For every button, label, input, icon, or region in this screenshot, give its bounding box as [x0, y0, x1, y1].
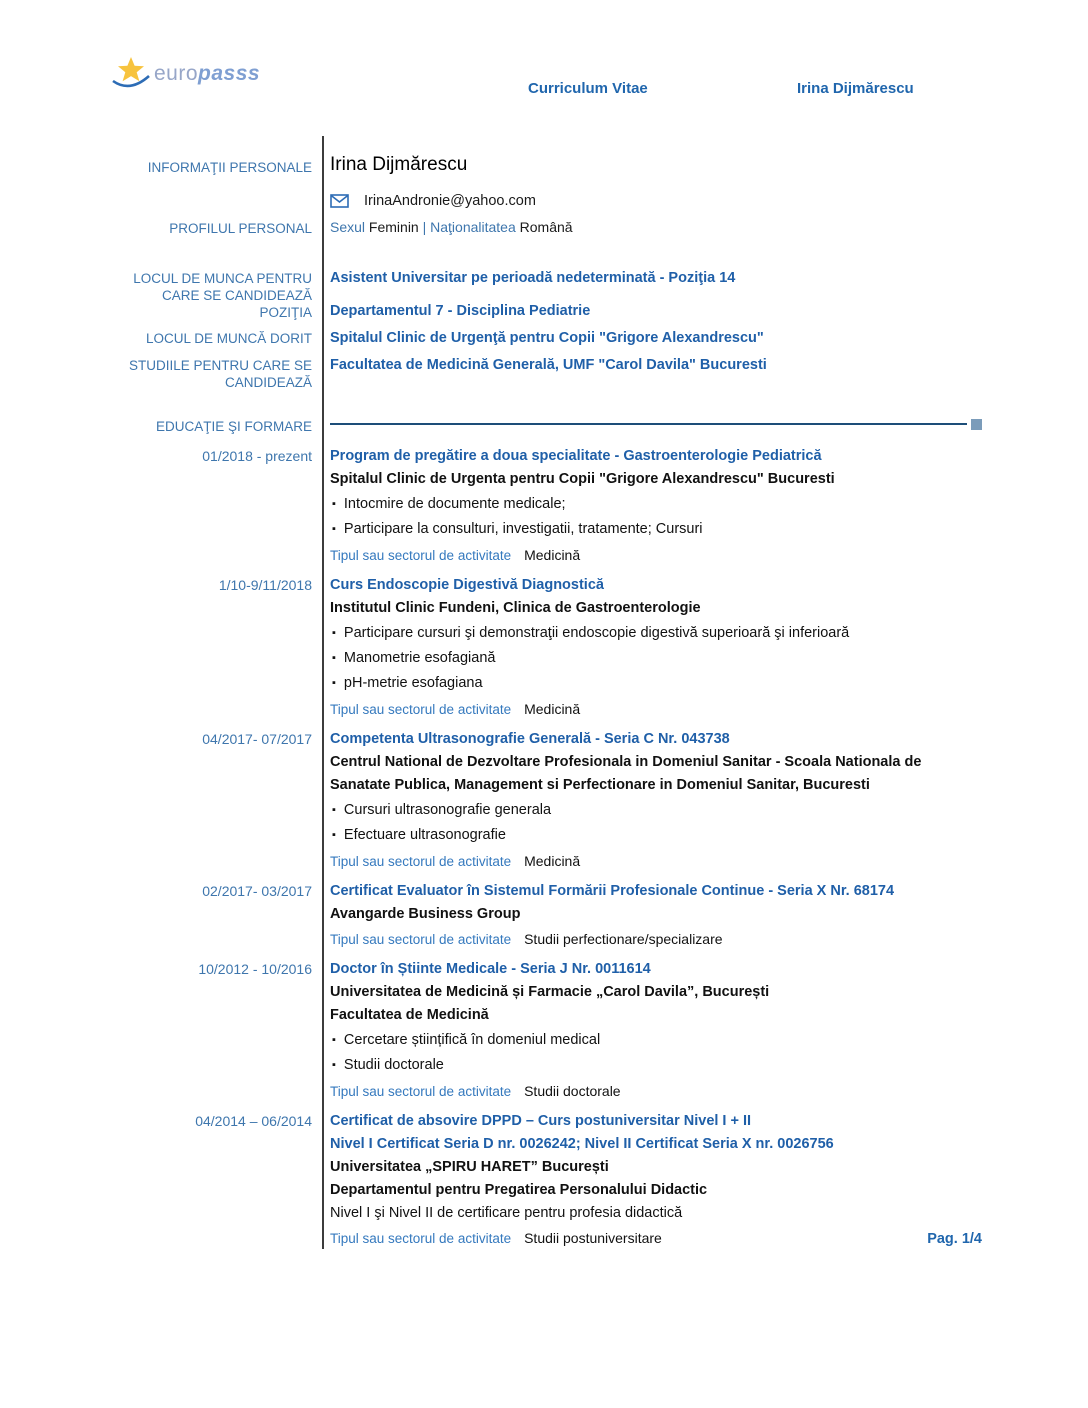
- section-label-studies: STUDIILE PENTRU CARE SE CANDIDEAZĂ: [128, 358, 312, 390]
- entry-title: Certificat de absovire DPPD – Curs postuniversitar Nivel I + II: [330, 1113, 752, 1129]
- personal-info-row: [110, 152, 982, 178]
- studies-row: [110, 354, 982, 391]
- entry-content: [322, 574, 982, 721]
- entry-organization: Institutul Clinic Fundeni, Clinica de Gastroenterologie: [330, 600, 701, 616]
- education-entry: [110, 445, 982, 567]
- education-entry: [110, 880, 982, 951]
- application-block: [110, 267, 982, 391]
- education-section-header: [110, 415, 982, 435]
- entry-date: 04/2017- 07/2017: [202, 731, 312, 747]
- person-name: Irina Dijmărescu: [330, 154, 468, 175]
- entry-bullet-list: [332, 621, 982, 696]
- education-entries: [110, 445, 982, 1251]
- sex-label: Sexul: [330, 219, 366, 235]
- document-title: Curriculum Vitae: [528, 80, 648, 97]
- entry-title: Program de pregătire a doua specialitate - Gastroenterologie Pediatrică: [330, 448, 822, 464]
- activity-sector-label: Tipul sau sectorul de activitate: [330, 548, 512, 563]
- education-entry: [110, 728, 982, 873]
- entry-bullet-list: [332, 798, 982, 848]
- entry-organization: Universitatea „SPIRU HARET” București: [330, 1159, 609, 1175]
- activity-sector-value: Medicină: [524, 547, 581, 563]
- entry-title: Curs Endoscopie Digestivă Diagnostică: [330, 577, 604, 593]
- activity-sector-value: Studii perfectionare/specializare: [524, 931, 723, 947]
- section-label-workplace: LOCUL DE MUNCĂ DORIT: [145, 331, 312, 346]
- entry-activity-row: [330, 1080, 982, 1103]
- entry-content: [322, 445, 982, 567]
- entry-title: Certificat Evaluator în Sistemul Formării Profesionale Continue - Seria X Nr. 68174: [330, 883, 895, 899]
- entry-content: [322, 1110, 982, 1251]
- entry-date: 1/10-9/11/2018: [218, 577, 312, 593]
- entry-bullet-list: [332, 1028, 982, 1078]
- position-line: Departamentul 7 - Disciplina Pediatrie: [330, 303, 591, 319]
- position-row: [110, 267, 982, 323]
- entry-activity-row: [330, 928, 982, 951]
- entry-content: [322, 958, 982, 1103]
- entry-date: 10/2012 - 10/2016: [198, 961, 312, 977]
- entry-organization: Facultatea de Medicină: [330, 1007, 489, 1023]
- sex-value: Feminin: [368, 219, 419, 235]
- activity-sector-label: Tipul sau sectorul de activitate: [330, 932, 512, 947]
- separator: |: [422, 219, 427, 235]
- education-section-rule: [322, 415, 982, 433]
- entry-activity-row: [330, 850, 982, 873]
- entry-activity-row: [330, 698, 982, 721]
- entry-date: 04/2014 – 06/2014: [195, 1113, 312, 1129]
- section-label-position: LOCUL DE MUNCA PENTRU CARE SE CANDIDEAZĂ POZIŢIA: [133, 271, 312, 320]
- entry-bullet: ▪ Studii doctorale: [332, 1053, 982, 1078]
- horizontal-rule: [330, 423, 967, 425]
- entry-date: 01/2018 - prezent: [202, 448, 312, 464]
- section-label-personal-info: INFORMAŢII PERSONALE: [147, 160, 312, 175]
- nationality-value: Română: [519, 219, 573, 235]
- activity-sector-label: Tipul sau sectorul de activitate: [330, 1084, 512, 1099]
- entry-bullet: ▪ pH-metrie esofagiana: [332, 671, 982, 696]
- entry-organization: Centrul National de Dezvoltare Profesionala in Domeniul Sanitar - Scoala Nationala de Sanatate Publica, Management si Perfectionare in Domeniul Sanitar, Bucuresti: [330, 754, 922, 793]
- entry-title: Doctor în Știinte Medicale - Seria J Nr. 0011614: [330, 961, 651, 977]
- europass-star-icon: [110, 54, 152, 94]
- activity-sector-value: Medicină: [524, 701, 581, 717]
- activity-sector-value: Studii postuniversitare: [524, 1230, 662, 1246]
- logo-text-pass: passs: [198, 62, 261, 85]
- position-line: Asistent Universitar pe perioadă nedeterminată - Poziţia 14: [330, 270, 736, 286]
- page-number: Pag. 1/4: [927, 1231, 982, 1247]
- profile-row: [110, 217, 982, 237]
- entry-date: 02/2017- 03/2017: [202, 883, 312, 899]
- nationality-label: Naţionalitatea: [430, 219, 516, 235]
- workplace-row: [110, 327, 982, 350]
- entry-organization: Departamentul pentru Pregatirea Personalului Didactic: [330, 1182, 708, 1198]
- studies-value: Facultatea de Medicină Generală, UMF "Carol Davila" Bucuresti: [330, 357, 767, 373]
- europass-logo: [110, 54, 260, 94]
- activity-sector-value: Medicină: [524, 853, 581, 869]
- document-author: Irina Dijmărescu: [797, 80, 914, 97]
- entry-bullet-list: [332, 492, 982, 542]
- activity-sector-label: Tipul sau sectorul de activitate: [330, 702, 512, 717]
- entry-title: Competenta Ultrasonografie Generală - Seria C Nr. 043738: [330, 731, 730, 747]
- email-address: IrinaAndronie@yahoo.com: [364, 193, 536, 209]
- activity-sector-label: Tipul sau sectorul de activitate: [330, 854, 512, 869]
- entry-detail: Nivel I şi Nivel II de certificare pentru profesia didactică: [330, 1205, 683, 1221]
- entry-bullet: ▪ Participare cursuri şi demonstraţii endoscopie digestivă superioară şi inferioară: [332, 621, 982, 646]
- entry-activity-row: [330, 1227, 982, 1251]
- section-label-profile: PROFILUL PERSONAL: [169, 221, 312, 236]
- education-entry: [110, 1110, 982, 1251]
- workplace-value: Spitalul Clinic de Urgenţă pentru Copii "Grigore Alexandrescu": [330, 330, 764, 346]
- entry-bullet: ▪ Intocmire de documente medicale;: [332, 492, 982, 517]
- education-entry: [110, 574, 982, 721]
- activity-sector-label: Tipul sau sectorul de activitate: [330, 1231, 512, 1246]
- entry-content: [322, 728, 982, 873]
- entry-organization: Universitatea de Medicină și Farmacie „Carol Davila”, București: [330, 984, 770, 1000]
- entry-content: [322, 880, 982, 951]
- email-icon: [330, 194, 349, 208]
- entry-bullet: ▪ Cercetare științifică în domeniul medical: [332, 1028, 982, 1053]
- entry-bullet: ▪ Participare la consulturi, investigatii, tratamente; Cursuri: [332, 517, 982, 542]
- entry-bullet: ▪ Manometrie esofagiană: [332, 646, 982, 671]
- logo-text-euro: euro: [154, 62, 199, 85]
- entry-title: Nivel I Certificat Seria D nr. 0026242; Nivel II Certificat Seria X nr. 0026756: [330, 1136, 834, 1152]
- activity-sector-value: Studii doctorale: [524, 1083, 621, 1099]
- rule-end-square: [971, 419, 982, 430]
- section-label-education: EDUCAŢIE ŞI FORMARE: [155, 419, 312, 434]
- entry-organization: Spitalul Clinic de Urgenta pentru Copii "Grigore Alexandrescu" Bucuresti: [330, 471, 835, 487]
- entry-bullet: ▪ Cursuri ultrasonografie generala: [332, 798, 982, 823]
- cv-body: [110, 152, 982, 1251]
- entry-bullet: ▪ Efectuare ultrasonografie: [332, 823, 982, 848]
- page-header: [110, 56, 982, 106]
- entry-activity-row: [330, 544, 982, 567]
- email-row: [110, 191, 982, 211]
- entry-organization: Avangarde Business Group: [330, 906, 521, 922]
- education-entry: [110, 958, 982, 1103]
